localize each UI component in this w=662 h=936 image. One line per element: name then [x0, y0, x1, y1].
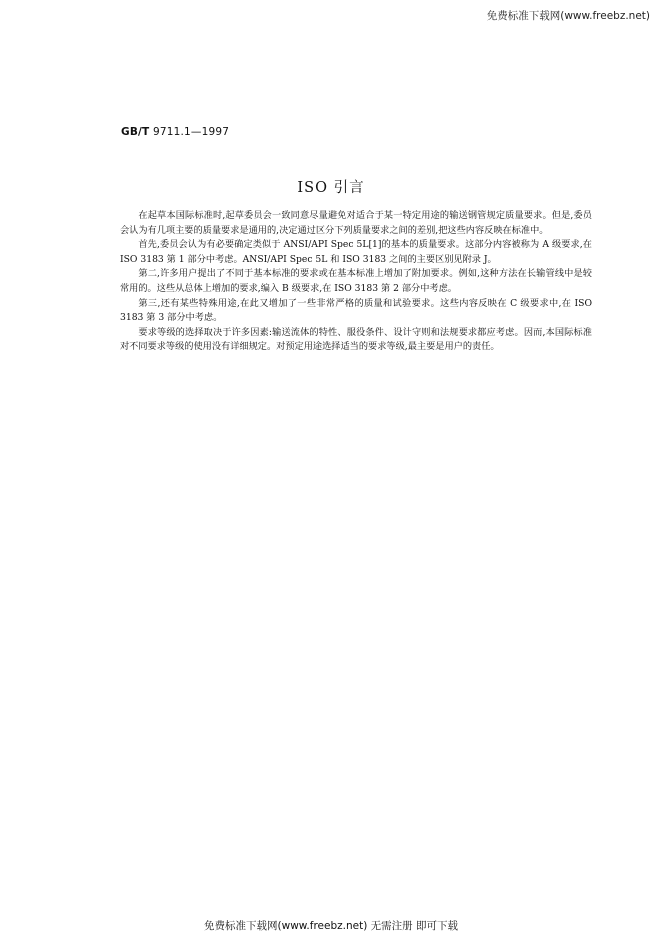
paragraph: 要求等级的选择取决于许多因素:输送流体的特性、服役条件、设计守则和法规要求都应考虑。因而,本国际标准对不同要求等级的使用没有详细规定。对预定用途选择适当的要求等级,最主要是用户的责任。 [120, 326, 592, 353]
watermark-top: 免费标准下载网(www.freebz.net) [486, 10, 650, 22]
standard-prefix: GB/T [121, 126, 150, 138]
paragraph: 首先,委员会认为有必要确定类似于 ANSI/API Spec 5L[1]的基本的质量要求。这部分内容被称为 A 级要求,在 ISO 3183 第 1 部分中考虑。ANSI/API Spec 5L 和 ISO 3183 之间的主要区别见附录 J。 [120, 239, 592, 265]
paragraph: 第二,许多用户提出了不同于基本标准的要求或在基本标准上增加了附加要求。例如,这种方法在长输管线中是较常用的。这些从总体上增加的要求,编入 B 级要求,在 ISO 3183 第 2 部分中考虑。 [120, 268, 592, 294]
watermark-bottom: 免费标准下载网(www.freebz.net) 无需注册 即可下载 [204, 920, 458, 932]
body-text [120, 209, 592, 355]
paragraph: 第三,还有某些特殊用途,在此又增加了一些非常严格的质量和试验要求。这些内容反映在 C 级要求中,在 ISO 3183 第 3 部分中考虑。 [120, 297, 592, 324]
page-title: ISO 引言 [297, 180, 365, 196]
standard-number [121, 126, 229, 138]
standard-code: 9711.1—1997 [152, 126, 230, 138]
paragraph: 在起草本国际标准时,起草委员会一致同意尽量避免对适合于某一特定用途的输送钢管规定质量要求。但是,委员会认为有几项主要的质量要求是通用的,决定通过区分下列质量要求之间的差别,把这些内容反映在标准中。 [120, 210, 592, 236]
